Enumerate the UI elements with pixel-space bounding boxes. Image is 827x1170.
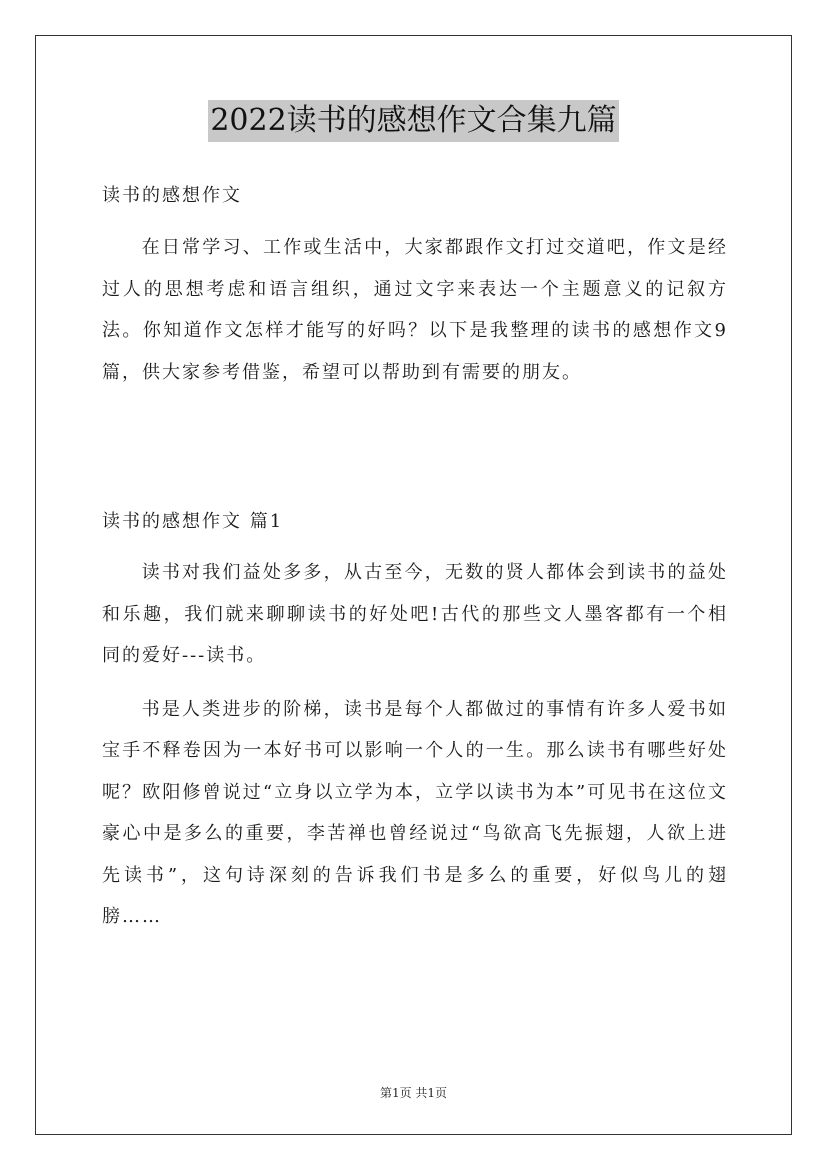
- title-container: [0, 100, 827, 142]
- document-title: 2022读书的感想作文合集九篇: [208, 100, 618, 142]
- section1-heading: 读书的感想作文 篇1: [102, 511, 284, 532]
- page-footer: 第1页 共1页: [379, 1086, 448, 1100]
- section1-paragraph-1: 读书对我们益处多多，从古至今，无数的贤人都体会到读书的益处和乐趣，我们就来聊聊读书的好处吧!古代的那些文人墨客都有一个相同的爱好---读书。: [102, 562, 728, 666]
- intro-block: [102, 227, 728, 393]
- section1-block: [102, 552, 728, 938]
- intro-paragraph: 在日常学习、工作或生活中，大家都跟作文打过交道吧，作文是经过人的思想考虑和语言组织，通过文字来表达一个主题意义的记叙方法。你知道作文怎样才能写的好吗？以下是我整理的读书的感想作文9篇，供大家参考借鉴，希望可以帮助到有需要的朋友。: [102, 237, 728, 383]
- intro-heading: 读书的感想作文: [102, 185, 242, 206]
- section1-paragraph-2: 书是人类进步的阶梯，读书是每个人都做过的事情有许多人爱书如宝手不释卷因为一本好书可以影响一个人的一生。那么读书有哪些好处呢？欧阳修曾说过“立身以立学为本，立学以读书为本”可见书在这位文豪心中是多么的重要，李苦禅也曾经说过“鸟欲高飞先振翅，人欲上进先读书”，这句诗深刻的告诉我们书是多么的重要，好似鸟儿的翅膀……: [102, 698, 728, 927]
